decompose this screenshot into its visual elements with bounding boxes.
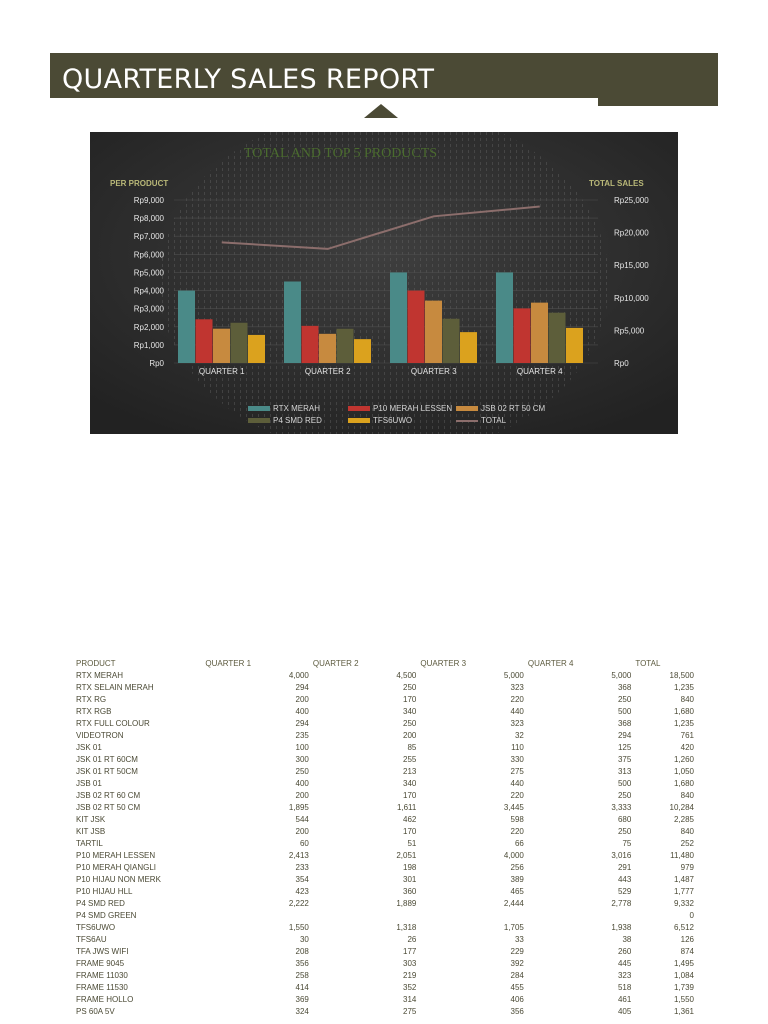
value-cell: 445 bbox=[617, 959, 632, 968]
product-cell: P4 SMD RED bbox=[76, 899, 125, 908]
value-cell: 375 bbox=[617, 755, 632, 764]
value-cell: 291 bbox=[617, 863, 632, 872]
value-cell: 100 bbox=[295, 743, 309, 752]
product-cell: JSB 02 RT 60 CM bbox=[76, 791, 141, 800]
value-cell: 1,895 bbox=[288, 803, 309, 812]
value-cell: 303 bbox=[403, 959, 417, 968]
value-cell: 229 bbox=[510, 947, 524, 956]
table-body bbox=[74, 670, 696, 1018]
table-row bbox=[74, 670, 696, 682]
value-cell: 32 bbox=[514, 731, 524, 740]
product-cell: JSK 01 bbox=[76, 743, 102, 752]
sales-chart bbox=[90, 132, 678, 434]
value-cell: 2,051 bbox=[396, 851, 417, 860]
product-cell: TFS6AU bbox=[76, 935, 107, 944]
table-row bbox=[74, 886, 696, 898]
table-row bbox=[74, 982, 696, 994]
value-cell: 275 bbox=[403, 1007, 417, 1016]
value-cell: 2,285 bbox=[673, 815, 694, 824]
value-cell: 369 bbox=[295, 995, 309, 1004]
right-tick-label: Rp25,000 bbox=[614, 196, 649, 205]
legend-item bbox=[348, 416, 456, 425]
value-cell: 423 bbox=[295, 887, 309, 896]
value-cell: 60 bbox=[299, 839, 309, 848]
bar bbox=[460, 332, 477, 363]
left-tick-label: Rp0 bbox=[149, 359, 164, 368]
bar bbox=[408, 291, 425, 363]
value-cell: 368 bbox=[617, 719, 632, 728]
bar bbox=[337, 329, 354, 363]
value-cell: 500 bbox=[617, 707, 632, 716]
table-row bbox=[74, 730, 696, 742]
left-tick-label: Rp8,000 bbox=[133, 214, 164, 224]
value-cell: 255 bbox=[403, 755, 417, 764]
table-row bbox=[74, 910, 696, 922]
legend-swatch bbox=[348, 406, 370, 411]
value-cell: 85 bbox=[407, 743, 417, 752]
legend-label: JSB 02 RT 50 CM bbox=[481, 404, 546, 413]
left-tick-label: Rp5,000 bbox=[133, 268, 164, 278]
product-cell: P4 SMD GREEN bbox=[76, 911, 137, 920]
table-row bbox=[74, 1006, 696, 1018]
value-cell: 840 bbox=[680, 827, 694, 836]
value-cell: 170 bbox=[403, 791, 417, 800]
value-cell: 680 bbox=[617, 815, 632, 824]
value-cell: 368 bbox=[617, 683, 632, 692]
value-cell: 4,500 bbox=[396, 671, 417, 680]
value-cell: 389 bbox=[510, 875, 524, 884]
value-cell: 250 bbox=[617, 791, 632, 800]
right-tick-label: Rp10,000 bbox=[614, 293, 649, 303]
value-cell: 406 bbox=[510, 995, 524, 1004]
value-cell: 33 bbox=[514, 935, 524, 944]
product-cell: RTX FULL COLOUR bbox=[76, 719, 150, 728]
value-cell: 5,000 bbox=[503, 671, 524, 680]
table-row bbox=[74, 694, 696, 706]
value-cell: 300 bbox=[295, 755, 309, 764]
table-row bbox=[74, 682, 696, 694]
value-cell: 1,680 bbox=[673, 779, 694, 788]
left-tick-label: Rp3,000 bbox=[133, 304, 164, 314]
table-row bbox=[74, 790, 696, 802]
value-cell: 198 bbox=[403, 863, 417, 872]
right-tick-label: Rp0 bbox=[614, 359, 629, 368]
value-cell: 461 bbox=[617, 995, 632, 1004]
value-cell: 465 bbox=[510, 887, 524, 896]
bar bbox=[354, 339, 371, 363]
bar bbox=[514, 308, 531, 363]
legend-item bbox=[456, 404, 548, 413]
table-row bbox=[74, 970, 696, 982]
value-cell: 1,361 bbox=[673, 1007, 694, 1016]
value-cell: 1,705 bbox=[503, 923, 524, 932]
table-row bbox=[74, 934, 696, 946]
value-cell: 314 bbox=[403, 995, 417, 1004]
bar bbox=[248, 335, 265, 363]
product-cell: TFS6UWO bbox=[76, 923, 116, 932]
legend-label: P10 MERAH LESSEN bbox=[373, 404, 453, 413]
product-cell: RTX RGB bbox=[76, 707, 112, 716]
bar bbox=[284, 282, 301, 364]
value-cell: 544 bbox=[295, 815, 309, 824]
product-cell: KIT JSB bbox=[76, 827, 106, 836]
value-cell: 352 bbox=[403, 983, 417, 992]
value-cell: 275 bbox=[510, 767, 524, 776]
value-cell: 220 bbox=[510, 791, 524, 800]
value-cell: 6,512 bbox=[673, 923, 694, 932]
legend-swatch bbox=[348, 418, 370, 423]
banner-notch bbox=[50, 98, 598, 107]
value-cell: 2,444 bbox=[503, 899, 524, 908]
value-cell: 250 bbox=[617, 695, 632, 704]
value-cell: 177 bbox=[403, 947, 417, 956]
category-label: QUARTER 1 bbox=[198, 367, 245, 376]
value-cell: 1,318 bbox=[396, 923, 417, 932]
value-cell: 2,413 bbox=[288, 851, 309, 860]
legend-item bbox=[456, 416, 548, 425]
value-cell: 330 bbox=[510, 755, 524, 764]
value-cell: 2,778 bbox=[611, 899, 632, 908]
category-label: QUARTER 3 bbox=[410, 367, 457, 376]
value-cell: 5,000 bbox=[611, 671, 632, 680]
value-cell: 125 bbox=[617, 743, 632, 752]
value-cell: 1,260 bbox=[673, 755, 694, 764]
product-cell: RTX MERAH bbox=[76, 671, 123, 680]
product-cell: VIDEOTRON bbox=[76, 731, 124, 740]
product-cell: JSB 02 RT 50 CM bbox=[76, 803, 141, 812]
value-cell: 1,680 bbox=[673, 707, 694, 716]
table-row bbox=[74, 802, 696, 814]
sales-table bbox=[74, 658, 696, 1018]
value-cell: 256 bbox=[510, 863, 524, 872]
product-cell: RTX SELAIN MERAH bbox=[76, 683, 154, 692]
value-cell: 66 bbox=[514, 839, 524, 848]
column-header: TOTAL bbox=[635, 659, 661, 668]
value-cell: 75 bbox=[622, 839, 632, 848]
value-cell: 1,938 bbox=[611, 923, 632, 932]
value-cell: 4,000 bbox=[288, 671, 309, 680]
value-cell: 301 bbox=[403, 875, 417, 884]
table-row bbox=[74, 826, 696, 838]
value-cell: 26 bbox=[407, 935, 417, 944]
value-cell: 340 bbox=[403, 707, 417, 716]
value-cell: 1,235 bbox=[673, 683, 694, 692]
product-cell: TFA JWS WIFI bbox=[76, 947, 129, 956]
table-row bbox=[74, 838, 696, 850]
value-cell: 1,050 bbox=[673, 767, 694, 776]
product-cell: P10 HIJAU HLL bbox=[76, 887, 133, 896]
value-cell: 1,550 bbox=[673, 995, 694, 1004]
product-cell: JSB 01 bbox=[76, 779, 102, 788]
value-cell: 4,000 bbox=[503, 851, 524, 860]
value-cell: 324 bbox=[295, 1007, 309, 1016]
bar bbox=[549, 313, 566, 363]
value-cell: 1,235 bbox=[673, 719, 694, 728]
legend-label: TOTAL bbox=[481, 416, 507, 425]
value-cell: 2,222 bbox=[288, 899, 309, 908]
value-cell: 30 bbox=[299, 935, 309, 944]
legend-label: TFS6UWO bbox=[373, 416, 413, 425]
bar bbox=[231, 323, 248, 363]
value-cell: 284 bbox=[510, 971, 524, 980]
right-tick-label: Rp15,000 bbox=[614, 261, 649, 271]
value-cell: 126 bbox=[680, 935, 694, 944]
value-cell: 219 bbox=[403, 971, 417, 980]
product-cell: P10 HIJAU NON MERK bbox=[76, 875, 161, 884]
value-cell: 260 bbox=[617, 947, 632, 956]
value-cell: 979 bbox=[680, 863, 694, 872]
product-cell: RTX RG bbox=[76, 695, 107, 704]
bar bbox=[302, 326, 319, 363]
value-cell: 1,777 bbox=[673, 887, 694, 896]
bar bbox=[443, 319, 460, 363]
value-cell: 440 bbox=[510, 779, 524, 788]
table-row bbox=[74, 994, 696, 1006]
left-tick-label: Rp1,000 bbox=[133, 340, 164, 350]
legend-swatch bbox=[248, 406, 270, 411]
value-cell: 500 bbox=[617, 779, 632, 788]
table-row bbox=[74, 814, 696, 826]
table-row bbox=[74, 706, 696, 718]
product-cell: TARTIL bbox=[76, 839, 103, 848]
bar bbox=[319, 334, 336, 363]
value-cell: 400 bbox=[295, 779, 309, 788]
legend-item bbox=[248, 416, 348, 425]
value-cell: 354 bbox=[295, 875, 309, 884]
value-cell: 250 bbox=[403, 683, 417, 692]
report-title: QUARTERLY SALES REPORT bbox=[62, 64, 435, 95]
category-label: QUARTER 4 bbox=[516, 367, 563, 376]
value-cell: 294 bbox=[295, 683, 309, 692]
value-cell: 323 bbox=[510, 683, 524, 692]
table-row bbox=[74, 922, 696, 934]
value-cell: 213 bbox=[403, 767, 417, 776]
legend-item bbox=[348, 404, 456, 413]
value-cell: 323 bbox=[510, 719, 524, 728]
value-cell bbox=[203, 910, 310, 922]
table-row bbox=[74, 718, 696, 730]
product-cell: FRAME 11530 bbox=[76, 983, 128, 992]
value-cell: 1,739 bbox=[673, 983, 694, 992]
value-cell: 170 bbox=[403, 827, 417, 836]
column-header: QUARTER 4 bbox=[527, 659, 574, 668]
column-header: QUARTER 2 bbox=[312, 659, 359, 668]
value-cell: 3,333 bbox=[611, 803, 632, 812]
value-cell: 356 bbox=[510, 1007, 524, 1016]
bar bbox=[390, 272, 407, 363]
value-cell: 400 bbox=[295, 707, 309, 716]
value-cell: 200 bbox=[295, 791, 309, 800]
chart-canvas bbox=[90, 132, 678, 434]
value-cell: 462 bbox=[403, 815, 417, 824]
value-cell: 392 bbox=[510, 959, 524, 968]
value-cell: 170 bbox=[403, 695, 417, 704]
value-cell: 294 bbox=[295, 719, 309, 728]
value-cell: 360 bbox=[403, 887, 417, 896]
column-header: QUARTER 3 bbox=[420, 659, 467, 668]
value-cell: 455 bbox=[510, 983, 524, 992]
chart-legend bbox=[248, 404, 548, 425]
value-cell: 250 bbox=[403, 719, 417, 728]
value-cell: 11,480 bbox=[670, 851, 694, 860]
value-cell: 38 bbox=[622, 935, 632, 944]
value-cell: 220 bbox=[510, 827, 524, 836]
value-cell: 356 bbox=[295, 959, 309, 968]
value-cell: 1,487 bbox=[673, 875, 694, 884]
value-cell: 200 bbox=[403, 731, 417, 740]
table-row bbox=[74, 874, 696, 886]
value-cell: 1,889 bbox=[396, 899, 417, 908]
product-cell: P10 MERAH LESSEN bbox=[76, 851, 156, 860]
table-row bbox=[74, 766, 696, 778]
table-row bbox=[74, 958, 696, 970]
value-cell: 1,611 bbox=[396, 803, 417, 812]
value-cell: 529 bbox=[617, 887, 632, 896]
value-cell: 3,016 bbox=[611, 851, 632, 860]
value-cell: 1,084 bbox=[673, 971, 694, 980]
value-cell: 313 bbox=[617, 767, 632, 776]
left-tick-label: Rp4,000 bbox=[133, 286, 164, 296]
chart-title: TOTAL AND TOP 5 PRODUCTS bbox=[244, 146, 438, 161]
product-cell: FRAME HOLLO bbox=[76, 995, 134, 1004]
product-cell: KIT JSK bbox=[76, 815, 106, 824]
table-row bbox=[74, 946, 696, 958]
column-header: QUARTER 1 bbox=[205, 659, 252, 668]
legend-label: P4 SMD RED bbox=[273, 416, 322, 425]
column-header: PRODUCT bbox=[76, 659, 116, 668]
value-cell: 874 bbox=[680, 947, 694, 956]
value-cell: 340 bbox=[403, 779, 417, 788]
legend-label: RTX MERAH bbox=[273, 404, 320, 413]
product-cell: FRAME 9045 bbox=[76, 959, 125, 968]
product-cell: FRAME 11030 bbox=[76, 971, 128, 980]
value-cell: 110 bbox=[511, 743, 524, 752]
table-row bbox=[74, 898, 696, 910]
value-cell: 18,500 bbox=[669, 671, 694, 680]
table-row bbox=[74, 850, 696, 862]
value-cell: 200 bbox=[295, 695, 309, 704]
right-tick-label: Rp5,000 bbox=[614, 326, 645, 336]
right-tick-label: Rp20,000 bbox=[614, 228, 649, 238]
legend-item bbox=[248, 404, 348, 413]
bar bbox=[496, 272, 513, 363]
value-cell: 252 bbox=[680, 839, 694, 848]
left-axis-label: PER PRODUCT bbox=[110, 179, 169, 188]
value-cell: 323 bbox=[617, 971, 632, 980]
value-cell: 9,332 bbox=[673, 899, 694, 908]
value-cell: 840 bbox=[680, 695, 694, 704]
value-cell: 294 bbox=[617, 731, 632, 740]
value-cell bbox=[311, 910, 418, 922]
left-tick-label: Rp2,000 bbox=[133, 322, 164, 332]
value-cell: 1,495 bbox=[673, 959, 694, 968]
left-tick-label: Rp7,000 bbox=[133, 232, 164, 242]
value-cell bbox=[418, 910, 525, 922]
value-cell: 51 bbox=[407, 839, 417, 848]
bar bbox=[425, 301, 442, 363]
left-tick-label: Rp9,000 bbox=[133, 196, 164, 205]
value-cell: 208 bbox=[295, 947, 309, 956]
bar bbox=[196, 319, 213, 363]
value-cell: 518 bbox=[617, 983, 632, 992]
value-cell: 250 bbox=[617, 827, 632, 836]
value-cell: 3,445 bbox=[503, 803, 524, 812]
pointer-triangle bbox=[364, 104, 398, 118]
value-cell: 200 bbox=[295, 827, 309, 836]
product-cell: JSK 01 RT 50CM bbox=[76, 767, 138, 776]
value-cell: 235 bbox=[295, 731, 309, 740]
product-cell: PS 60A 5V bbox=[76, 1007, 115, 1016]
product-cell: P10 MERAH QIANGLI bbox=[76, 863, 157, 872]
bar bbox=[178, 291, 195, 363]
value-cell: 220 bbox=[510, 695, 524, 704]
value-cell: 443 bbox=[617, 875, 632, 884]
bar bbox=[213, 329, 230, 363]
value-cell: 250 bbox=[295, 767, 309, 776]
value-cell: 840 bbox=[680, 791, 694, 800]
value-cell: 1,550 bbox=[288, 923, 309, 932]
table-row bbox=[74, 778, 696, 790]
legend-swatch bbox=[248, 418, 270, 423]
bar bbox=[531, 303, 548, 363]
table-row bbox=[74, 742, 696, 754]
legend-swatch bbox=[456, 406, 478, 411]
right-axis-label: TOTAL SALES bbox=[589, 179, 644, 188]
table-row bbox=[74, 862, 696, 874]
table-header-row bbox=[74, 658, 696, 670]
bar bbox=[566, 328, 583, 363]
value-cell: 405 bbox=[617, 1007, 632, 1016]
legend-swatch bbox=[456, 420, 478, 422]
value-cell: 598 bbox=[510, 815, 524, 824]
value-cell bbox=[526, 910, 633, 922]
value-cell: 258 bbox=[295, 971, 309, 980]
product-cell: JSK 01 RT 60CM bbox=[76, 755, 138, 764]
value-cell: 10,284 bbox=[669, 803, 694, 812]
value-cell: 440 bbox=[510, 707, 524, 716]
value-cell: 0 bbox=[689, 911, 694, 920]
value-cell: 761 bbox=[680, 731, 694, 740]
value-cell: 414 bbox=[295, 983, 309, 992]
left-tick-label: Rp6,000 bbox=[133, 250, 164, 260]
value-cell: 420 bbox=[680, 743, 694, 752]
table-row bbox=[74, 754, 696, 766]
category-label: QUARTER 2 bbox=[304, 367, 351, 376]
value-cell: 233 bbox=[295, 863, 309, 872]
